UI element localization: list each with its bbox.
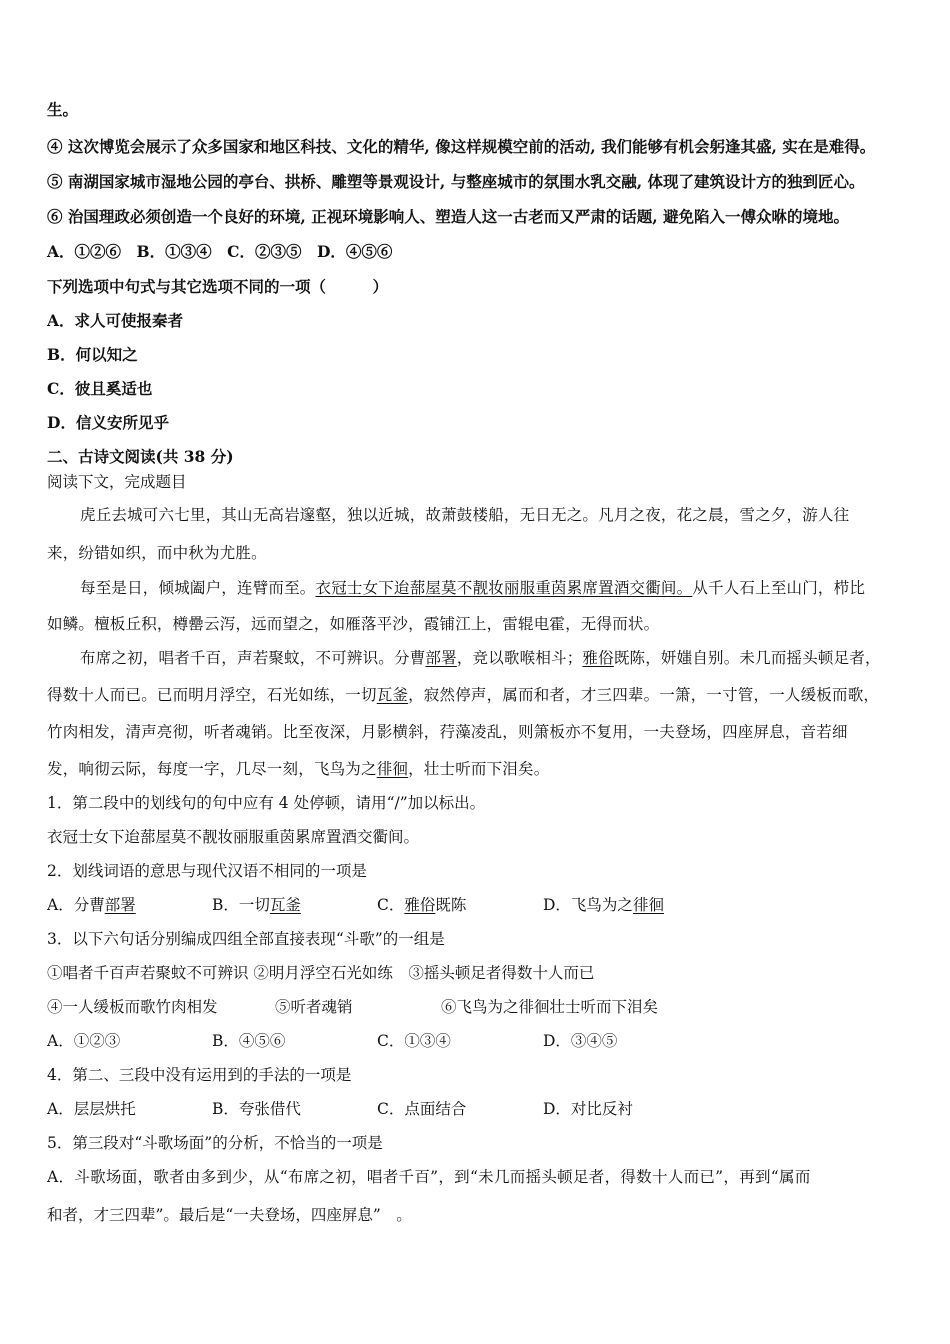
q2-c-label: C． (377, 896, 405, 914)
q3-row2-a: ④一人缓板而歌竹肉相发 (47, 998, 218, 1016)
q4-option-c: C．点面结合 (377, 1100, 467, 1118)
underlined-word-bushu: 部署 (425, 649, 457, 667)
passage-p3-line1 (80, 648, 881, 668)
q2-option-b (212, 895, 301, 915)
section-title: 二、古诗文阅读(共 38 分) (47, 447, 234, 466)
q3-option-a: A．①②③ (47, 1032, 121, 1050)
q3-option-d: D．③④⑤ (543, 1032, 618, 1050)
sentence-4: ④ 这次博览会展示了众多国家和地区科技、文化的精华, 像这样规模空前的活动, 我们能够有机会躬逢其盛, 实在是难得。 (47, 137, 876, 156)
q2-b-word: 瓦釜 (269, 896, 301, 914)
syntax-option-a: A．求人可使报秦者 (47, 311, 184, 330)
q5-stem: 5．第三段对“斗歌场面”的分析，不恰当的一项是 (47, 1134, 383, 1152)
underlined-word-paihuai: 徘徊 (376, 760, 409, 778)
prev-question-options: A．①②⑥ B．①③④ C．②③⑤ D．④⑤⑥ (47, 242, 393, 261)
syntax-question-stem: 下列选项中句式与其它选项不同的一项（ ） (47, 277, 389, 296)
passage-p2-text-b: 从千人石上至山门，栉比 (692, 579, 866, 597)
q2-c-post: 既陈 (435, 896, 467, 914)
passage-p3-l2-text-a: 得数十人而已。已而明月浮空，石光如练，一切 (47, 686, 377, 704)
q3-row1: ①唱者千百声若聚蚊不可辨识 ②明月浮空石光如练 ③摇头顿足者得数十人而已 (47, 964, 595, 982)
q3-option-c: C．①③④ (377, 1032, 451, 1050)
q2-d-word: 徘徊 (632, 896, 664, 914)
passage-p1-line2: 来，纷错如织，而中秋为尤胜。 (47, 544, 267, 562)
passage-p3-text-a: 布席之初，唱者千百，声若聚蚊，不可辨识。分曹 (80, 649, 426, 667)
passage-p3-l4-text-b: ，壮士听而下泪矣。 (408, 760, 550, 778)
q2-c-word: 雅俗 (404, 896, 436, 914)
q4-option-b: B．夸张借代 (212, 1100, 301, 1118)
q2-d-label: D．飞鸟为之 (543, 896, 633, 914)
passage-p2-line1 (80, 578, 865, 598)
q2-b-label: B．一切 (212, 896, 270, 914)
q4-option-d: D．对比反衬 (543, 1100, 633, 1118)
passage-p1-line1: 虎丘去城可六七里，其山无高岩邃壑，独以近城，故萧鼓楼船，无日无之。凡月之夜，花之晨，雪之夕，游人往 (80, 506, 850, 524)
q3-row2-b: ⑤听者魂销 (275, 998, 353, 1016)
passage-p3-l4-text-a: 发，响彻云际，每度一字，几尽一刻，飞鸟为之 (47, 760, 377, 778)
q3-stem: 3．以下六句话分别编成四组全部直接表现“斗歌”的一组是 (47, 930, 445, 948)
q2-a-word: 部署 (104, 896, 136, 914)
syntax-option-d: D．信义安所见乎 (47, 413, 169, 432)
passage-p3-line2 (47, 685, 879, 705)
passage-p3-text-b: ，竞以歌喉相斗； (456, 649, 583, 667)
passage-p2-line2: 如鳞。檀板丘积，樽罍云泻，远而望之，如雁落平沙，霞铺江上，雷辊电霍，无得而状。 (47, 615, 660, 633)
syntax-option-c: C．彼且奚适也 (47, 379, 153, 398)
q1-text: 衣冠士女下迨蔀屋莫不靓妆丽服重茵累席置酒交衢间。 (47, 828, 420, 846)
underlined-word-wafu: 瓦釜 (376, 686, 409, 704)
passage-p3-l2-text-b: ，寂然停声，属而和者，才三四辈。一箫，一寸管，一人缓板而歌， (408, 686, 880, 704)
passage-p3-line3: 竹肉相发，清声亮彻，听者魂销。比至夜深，月影横斜，荇藻凌乱，则箫板亦不复用，一夫登场，四座屏息，音若细 (47, 723, 848, 741)
q4-option-a: A．层层烘托 (47, 1100, 136, 1118)
q5-option-a-line2: 和者，才三四辈”。最后是“一夫登场，四座屏息” 。 (47, 1206, 412, 1224)
passage-p2-text-a: 每至是日，倾城阖户，连臂而至。 (80, 579, 316, 597)
instruction: 阅读下文，完成题目 (47, 473, 187, 491)
q3-row2-c: ⑥飞鸟为之徘徊壮士听而下泪矣 (441, 998, 659, 1016)
q5-option-a-line1: A．斗歌场面，歌者由多到少，从“布席之初，唱者千百”，到“未几而摇头顿足者，得数十人而已”，再到“属而 (47, 1168, 811, 1186)
top-tail: 生。 (47, 100, 79, 119)
passage-p3-line4 (47, 759, 549, 779)
q2-a-label: A．分曹 (47, 896, 105, 914)
sentence-5: ⑤ 南湖国家城市湿地公园的亭台、拱桥、雕塑等景观设计, 与整座城市的氛围水乳交融, 体现了建筑设计方的独到匠心。 (47, 172, 865, 191)
underlined-sentence: 衣冠士女下迨蔀屋莫不靓妆丽服重茵累席置酒交衢间。 (315, 579, 693, 597)
syntax-option-b: B．何以知之 (47, 345, 138, 364)
q1-stem: 1．第二段中的划线句的句中应有 4 处停顿，请用“/”加以标出。 (47, 794, 486, 812)
q4-stem: 4．第二、三段中没有运用到的手法的一项是 (47, 1066, 352, 1084)
passage-p3-text-c: 既陈，妍媸自别。未几而摇头顿足者， (613, 649, 881, 667)
sentence-6: ⑥ 治国理政必须创造一个良好的环境, 正视环境影响人、塑造人这一古老而又严肃的话题, 避免陷入一傅众咻的境地。 (47, 207, 849, 226)
q2-option-d (543, 895, 664, 915)
q2-option-c (377, 895, 466, 915)
q2-option-a (47, 895, 136, 915)
q3-option-b: B．④⑤⑥ (212, 1032, 286, 1050)
q2-stem: 2．划线词语的意思与现代汉语不相同的一项是 (47, 862, 367, 880)
underlined-word-yasu: 雅俗 (582, 649, 614, 667)
